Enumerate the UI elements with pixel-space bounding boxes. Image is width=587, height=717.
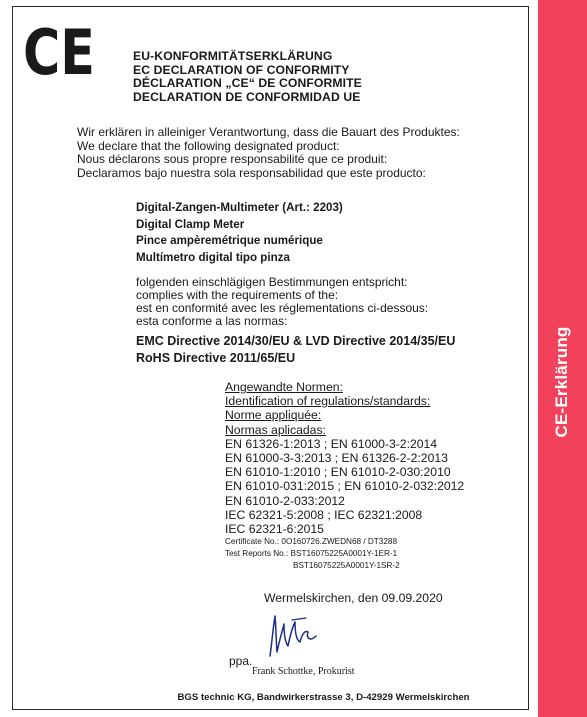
declaration-line-en: We declare that the following designated product: xyxy=(77,138,340,153)
title-line-de: EU-KONFORMITÄTSERKLÄRUNG xyxy=(133,49,333,63)
signer-name: Frank Schottke, Prokurist xyxy=(252,666,355,677)
handwritten-signature xyxy=(262,612,320,660)
directive-rohs: RoHS Directive 2011/65/EU xyxy=(136,350,296,365)
test-report-number: BST16075225A0001Y-1SR-2 xyxy=(293,561,400,571)
standard-item: EN 61010-031:2015 ; EN 61010-2-032:2012 xyxy=(225,479,465,494)
declaration-title xyxy=(133,50,362,104)
title-line-fr: DÉCLARATION „CE“ DE CONFORMITE xyxy=(133,76,362,90)
product-names xyxy=(136,200,343,267)
standard-item: IEC 62321-5:2008 ; IEC 62321:2008 xyxy=(225,507,423,522)
declaration-line-fr: Nous déclarons sous propre responsabilité que ce produit: xyxy=(77,152,388,167)
product-line-en: Digital Clamp Meter xyxy=(136,217,245,231)
directives xyxy=(136,333,455,366)
title-line-es: DECLARATION DE CONFORMIDAD UE xyxy=(133,89,361,104)
compliance-line-es: esta conforme a las normas: xyxy=(136,314,288,329)
compliance-line-de: folgenden einschlägigen Bestimmungen entspricht: xyxy=(136,275,408,289)
company-address: BGS technic KG, Bandwirkerstrasse 3, D-42929 Wermelskirchen xyxy=(177,692,470,703)
certificate-number: Certificate No.: 0O160726.ZWEDN68 / DT3288 xyxy=(225,537,398,547)
standards-heading-es: Normas aplicadas: xyxy=(225,422,326,437)
product-line-fr: Pince ampèremétrique numérique xyxy=(136,234,323,248)
title-line-en: EC DECLARATION OF CONFORMITY xyxy=(133,62,350,77)
directive-emc-lvd: EMC Directive 2014/30/EU & LVD Directive 2014/35/EU xyxy=(136,334,456,348)
ce-mark-logo xyxy=(23,16,97,89)
standard-item: IEC 62321-6:2015 xyxy=(225,522,324,537)
standard-item: EN 61010-2-033:2012 xyxy=(225,493,345,508)
standard-item: EN 61000-3-3:2013 ; EN 61326-2-2:2013 xyxy=(225,451,448,466)
ppa-label: ppa. xyxy=(229,654,253,668)
product-line-de: Digital-Zangen-Multimeter (Art.: 2203) xyxy=(136,201,343,214)
standards-heading-fr: Norme appliquée: xyxy=(225,408,322,423)
product-line-es: Multímetro digital tipo pinza xyxy=(136,251,290,265)
side-tab-label: CE-Erklärung xyxy=(552,326,571,438)
declaration-line-es: Declaramos bajo nuestra sola responsabilidad que este producto: xyxy=(77,165,426,180)
declaration-line-de: Wir erklären in alleiniger Verantwortung, dass die Bauart des Produktes: xyxy=(77,125,460,139)
test-report-number: Test Reports No.: BST16075225A0001Y-1ER-1 xyxy=(225,549,398,559)
declaration-statement xyxy=(77,126,460,180)
footer xyxy=(0,687,587,705)
compliance-line-en: complies with the requirements of the: xyxy=(136,288,339,303)
compliance-statement xyxy=(136,276,428,328)
standards-heading-en: Identification of regulations/standards: xyxy=(225,394,431,409)
applied-standards xyxy=(225,380,464,572)
ce-mark-text: CE xyxy=(23,16,95,89)
place-and-date: Wermelskirchen, den 09.09.2020 xyxy=(264,591,443,605)
standard-item: EN 61326-1:2013 ; EN 61000-3-2:2014 xyxy=(225,436,438,451)
standards-heading-de: Angewandte Normen: xyxy=(225,380,343,394)
standard-item: EN 61010-1:2010 ; EN 61010-2-030:2010 xyxy=(225,465,451,480)
compliance-line-fr: est en conformité avec les réglementations ci-dessous: xyxy=(136,301,429,316)
